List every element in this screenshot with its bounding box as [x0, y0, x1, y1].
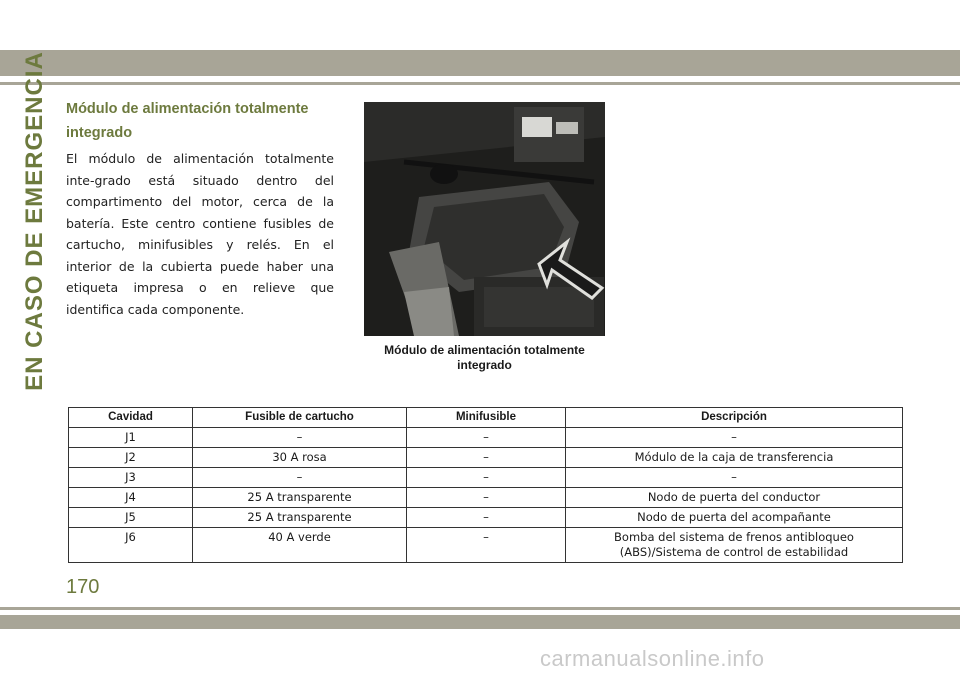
table-row	[69, 488, 903, 508]
cell-fusible: –	[193, 468, 407, 488]
header-cavidad: Cavidad	[69, 408, 193, 428]
table-row	[69, 528, 903, 563]
header-rule	[0, 82, 960, 85]
figure-caption-line-1: Módulo de alimentación totalmente	[384, 343, 585, 357]
table-row	[69, 468, 903, 488]
table-row	[69, 448, 903, 468]
cell-fusible: 40 A verde	[193, 528, 407, 563]
header-fusible-cartucho: Fusible de cartucho	[193, 408, 407, 428]
table-row	[69, 428, 903, 448]
cell-cavidad: J3	[69, 468, 193, 488]
engine-bay-illustration	[364, 102, 605, 336]
cell-minifusible: –	[407, 488, 566, 508]
cell-minifusible: –	[407, 508, 566, 528]
cell-fusible: –	[193, 428, 407, 448]
fuse-table	[68, 407, 903, 563]
page-number: 170	[66, 576, 100, 598]
cell-minifusible: –	[407, 448, 566, 468]
cell-cavidad: J2	[69, 448, 193, 468]
header-band	[0, 50, 960, 76]
section-body: El módulo de alimentación totalmente inte-grado está situado dentro del compartimento del motor, cerca de la batería. Este centro contiene fusibles de cartucho, minifusibles y relés. En el interior de la cubierta puede haber una etiqueta impresa o en relieve que identifica cada componente.	[66, 151, 334, 317]
footer-rule	[0, 607, 960, 610]
cell-fusible: 25 A transparente	[193, 488, 407, 508]
figure-caption	[364, 343, 605, 373]
header-descripcion: Descripción	[566, 408, 903, 428]
section-title: Módulo de alimentación totalmente integrado	[66, 101, 309, 141]
cell-descripcion: Nodo de puerta del conductor	[566, 488, 903, 508]
cell-minifusible: –	[407, 428, 566, 448]
table-row	[69, 508, 903, 528]
watermark: carmanualsonline.info	[540, 646, 765, 671]
figure-caption-line-2: integrado	[457, 358, 512, 372]
cell-descripcion: Módulo de la caja de transferencia	[566, 448, 903, 468]
chapter-side-tab-label: EN CASO DE EMERGENCIA	[21, 51, 48, 391]
cell-cavidad: J6	[69, 528, 193, 563]
cell-fusible: 25 A transparente	[193, 508, 407, 528]
cell-minifusible: –	[407, 468, 566, 488]
cell-minifusible: –	[407, 528, 566, 563]
cell-cavidad: J1	[69, 428, 193, 448]
chapter-side-tab	[20, 51, 50, 391]
table-header-row	[69, 408, 903, 428]
cell-fusible: 30 A rosa	[193, 448, 407, 468]
header-minifusible: Minifusible	[407, 408, 566, 428]
footer-band	[0, 615, 960, 629]
top-margin	[0, 0, 960, 50]
cell-descripcion: Nodo de puerta del acompañante	[566, 508, 903, 528]
cell-descripcion: Bomba del sistema de frenos antibloqueo (ABS)/Sistema de control de estabilidad	[566, 528, 903, 563]
engine-bay-photo	[364, 102, 605, 336]
cell-descripcion: –	[566, 468, 903, 488]
cell-cavidad: J5	[69, 508, 193, 528]
cell-cavidad: J4	[69, 488, 193, 508]
cell-descripcion: –	[566, 428, 903, 448]
